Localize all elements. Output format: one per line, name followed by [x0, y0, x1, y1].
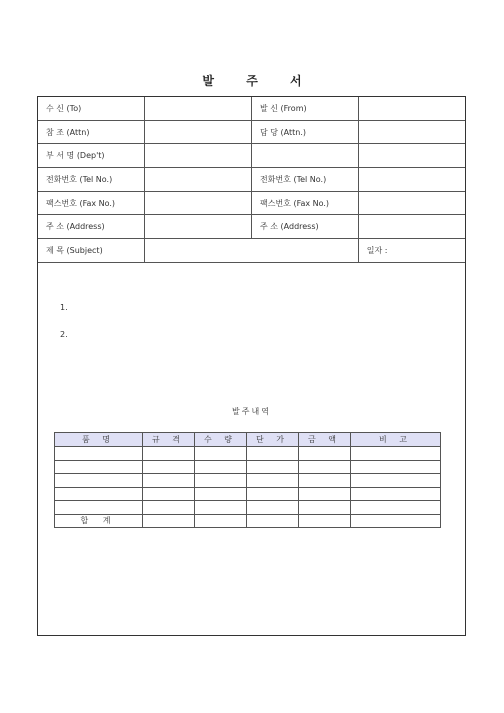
total-row: [55, 514, 441, 528]
header-table: [38, 97, 465, 263]
table-cell[interactable]: [143, 487, 195, 501]
table-cell[interactable]: [195, 501, 247, 515]
col-quantity: 수 량: [195, 433, 247, 447]
table-cell[interactable]: [299, 447, 351, 461]
label-address-to: 주 소 (Address): [38, 215, 145, 239]
row-attn: [38, 120, 465, 144]
table-cell[interactable]: [351, 487, 441, 501]
label-dept: 부 서 명 (Dep't): [38, 144, 145, 168]
value-fax-to[interactable]: [145, 191, 252, 215]
table-row: [55, 474, 441, 488]
value-to[interactable]: [145, 97, 252, 120]
table-cell[interactable]: [351, 447, 441, 461]
label-subject: 제 목 (Subject): [38, 239, 145, 263]
col-item-name: 품 명: [55, 433, 143, 447]
table-cell[interactable]: [247, 501, 299, 515]
table-cell[interactable]: [299, 474, 351, 488]
order-form: [37, 96, 466, 636]
table-cell[interactable]: [143, 514, 195, 528]
table-cell[interactable]: [351, 514, 441, 528]
table-cell[interactable]: [299, 514, 351, 528]
table-cell[interactable]: [299, 460, 351, 474]
label-fax-from: 팩스번호 (Fax No.): [252, 191, 359, 215]
note-item-2: 2.: [60, 330, 68, 339]
table-cell[interactable]: [195, 460, 247, 474]
table-cell[interactable]: [299, 487, 351, 501]
value-person[interactable]: [358, 120, 465, 144]
row-fax: [38, 191, 465, 215]
table-cell[interactable]: [55, 460, 143, 474]
table-cell[interactable]: [55, 501, 143, 515]
table-cell[interactable]: [351, 460, 441, 474]
table-row: [55, 501, 441, 515]
table-cell[interactable]: [143, 460, 195, 474]
value-address-from[interactable]: [358, 215, 465, 239]
table-cell[interactable]: [143, 474, 195, 488]
label-tel-from: 전화번호 (Tel No.): [252, 168, 359, 192]
table-cell[interactable]: [143, 447, 195, 461]
value-tel-from[interactable]: [358, 168, 465, 192]
col-amount: 금 액: [299, 433, 351, 447]
total-label: 합 계: [55, 514, 143, 528]
empty-value-cell[interactable]: [358, 144, 465, 168]
order-items-table: [54, 432, 441, 528]
row-tel: [38, 168, 465, 192]
table-cell[interactable]: [143, 501, 195, 515]
date-field[interactable]: 일자 :: [358, 239, 465, 263]
table-cell[interactable]: [195, 514, 247, 528]
document-title: 발 주 서: [202, 74, 316, 88]
table-cell[interactable]: [351, 474, 441, 488]
label-person: 담 당 (Attn.): [252, 120, 359, 144]
items-header-row: [55, 433, 441, 447]
col-spec: 규 격: [143, 433, 195, 447]
value-tel-to[interactable]: [145, 168, 252, 192]
label-attn: 참 조 (Attn): [38, 120, 145, 144]
note-item-1: 1.: [60, 303, 68, 312]
table-cell[interactable]: [55, 447, 143, 461]
label-from: 발 신 (From): [252, 97, 359, 120]
col-unit-price: 단 가: [247, 433, 299, 447]
table-row: [55, 460, 441, 474]
table-cell[interactable]: [247, 460, 299, 474]
label-fax-to: 팩스번호 (Fax No.): [38, 191, 145, 215]
table-cell[interactable]: [195, 474, 247, 488]
table-cell[interactable]: [247, 447, 299, 461]
value-address-to[interactable]: [145, 215, 252, 239]
label-tel-to: 전화번호 (Tel No.): [38, 168, 145, 192]
value-dept[interactable]: [145, 144, 252, 168]
value-subject[interactable]: [145, 239, 359, 263]
col-remarks: 비 고: [351, 433, 441, 447]
value-fax-from[interactable]: [358, 191, 465, 215]
table-cell[interactable]: [247, 474, 299, 488]
table-cell[interactable]: [55, 487, 143, 501]
row-subject: [38, 239, 465, 263]
table-cell[interactable]: [195, 447, 247, 461]
table-cell[interactable]: [247, 514, 299, 528]
table-cell[interactable]: [247, 487, 299, 501]
value-from[interactable]: [358, 97, 465, 120]
row-dept: [38, 144, 465, 168]
table-cell[interactable]: [195, 487, 247, 501]
row-to: [38, 97, 465, 120]
table-row: [55, 487, 441, 501]
value-attn[interactable]: [145, 120, 252, 144]
order-details-title: 발주내역: [232, 407, 271, 416]
label-to: 수 신 (To): [38, 97, 145, 120]
table-cell[interactable]: [351, 501, 441, 515]
table-cell[interactable]: [55, 474, 143, 488]
label-address-from: 주 소 (Address): [252, 215, 359, 239]
table-cell[interactable]: [299, 501, 351, 515]
row-address: [38, 215, 465, 239]
empty-label-cell: [252, 144, 359, 168]
table-row: [55, 447, 441, 461]
